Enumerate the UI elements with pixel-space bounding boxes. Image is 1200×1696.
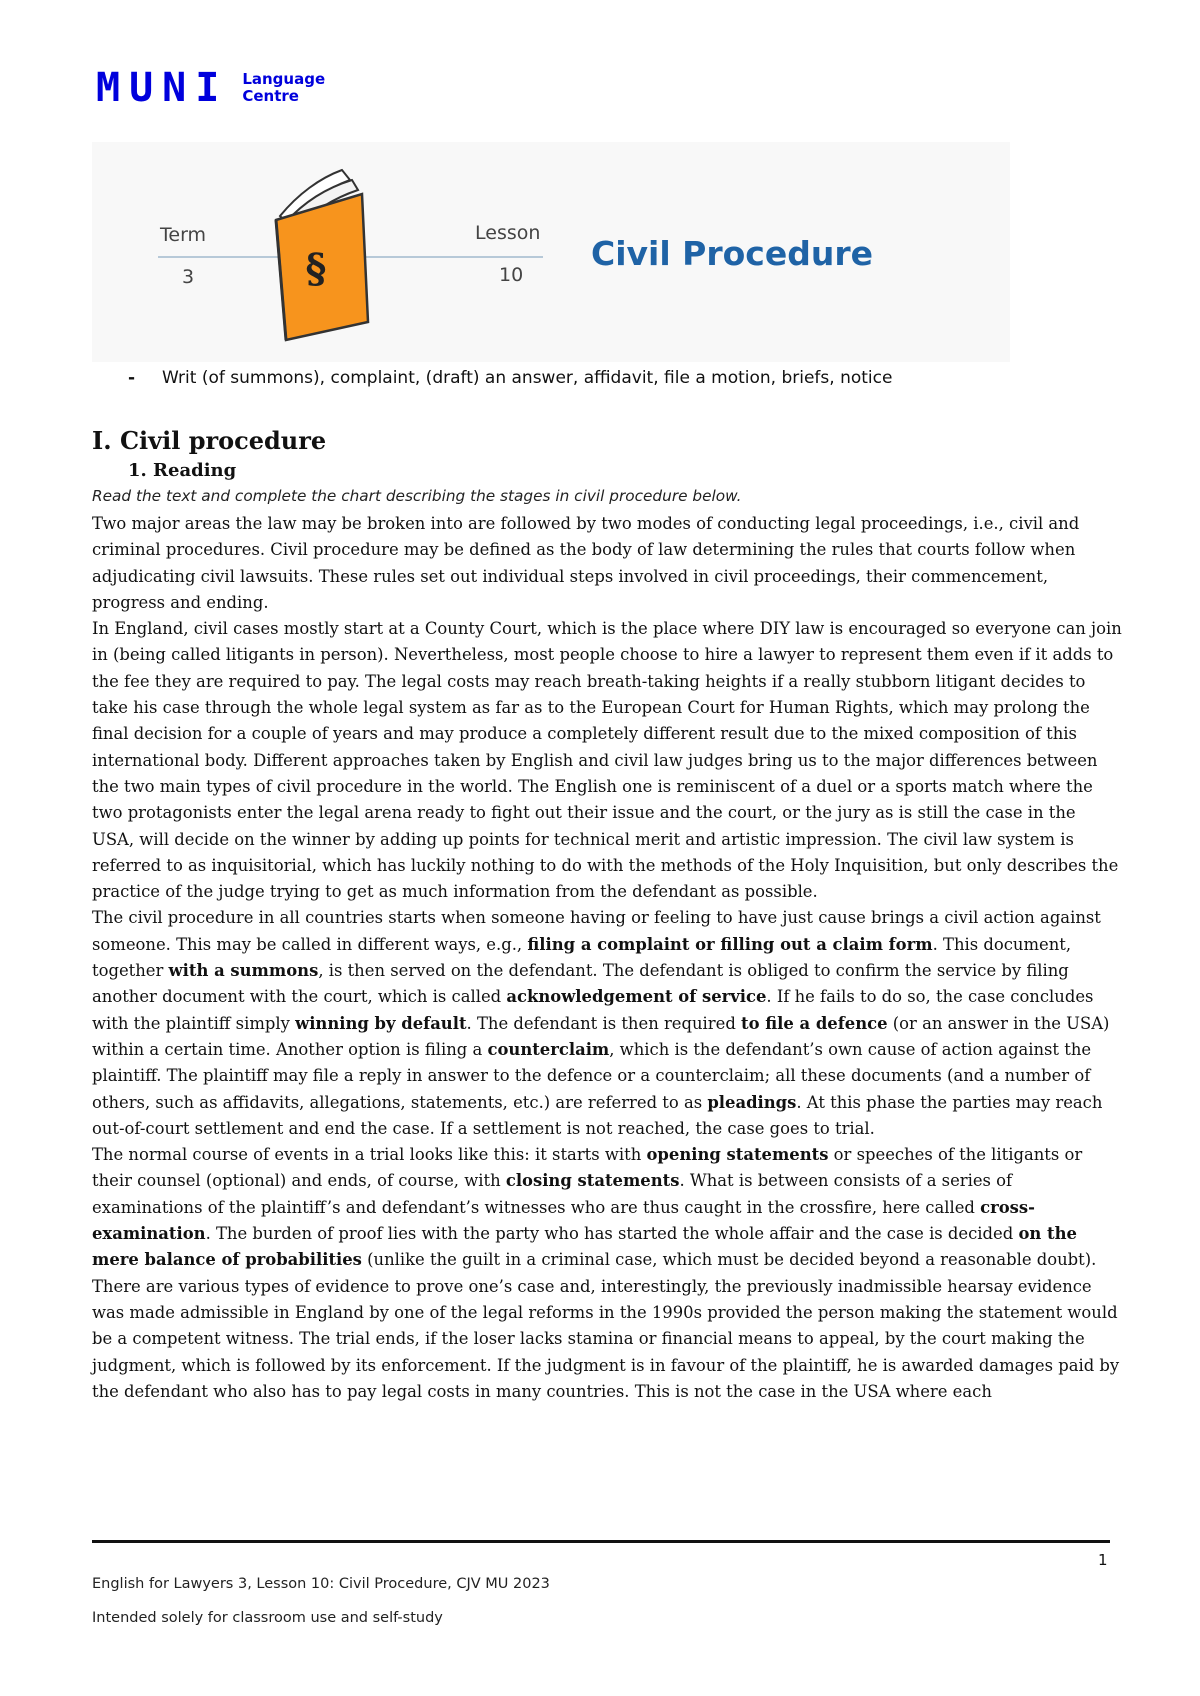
paragraph-2: In England, civil cases mostly start at a County Court, which is the place where DIY law is encouraged so everyone can join in (being called litigants in person). Nevertheless, most people choose to hire a lawyer to represent them even if it adds to the fee they are required to pay. The legal costs may reach breath-taking heights if a really stubborn litigant decides to take his case through the whole legal system as far as to the European Court for Human Rights, which may prolong the final decision for a couple of years and may produce a completely different result due to the mixed composition of this international body. Different approaches taken by English and civil law judges bring us to the major differences between the two main types of civil procedure in the world. The English one is reminiscent of a duel or a sports match where the two protagonists enter the legal arena ready to fight out their issue and the court, or the jury as is still the case in the USA, will decide on the winner by adding up points for technical merit and artistic impression. The civil law system is referred to as inquisitorial, which has luckily nothing to do with the methods of the Holy Inquisition, but only describes the practice of the judge trying to get as much information from the defendant as possible. bbox=[92, 619, 1122, 902]
key-term: closing statements bbox=[505, 1171, 680, 1191]
key-term: pleadings bbox=[707, 1092, 797, 1112]
reading-text bbox=[92, 511, 1122, 1405]
lesson-title: Civil Procedure bbox=[591, 234, 873, 273]
page-number: 1 bbox=[1098, 1551, 1108, 1569]
key-term: opening statements bbox=[646, 1145, 829, 1165]
key-term: acknowledgement of service bbox=[506, 987, 767, 1007]
text-run: . The burden of proof lies with the party who has started the whole affair and the case is decided bbox=[205, 1224, 1019, 1244]
key-term: with a summons bbox=[168, 961, 319, 981]
lesson-label: Lesson bbox=[475, 222, 541, 244]
text-run: . At this phase the parties may reach out-of-court settlement and end the case. If a settlement is not reached, the case goes to trial. bbox=[92, 1092, 1103, 1138]
muni-language-centre-logo bbox=[96, 65, 326, 111]
text-run: The normal course of events in a trial looks like this: it starts with bbox=[92, 1145, 647, 1165]
reading-instruction: Read the text and complete the chart describing the stages in civil procedure below. bbox=[92, 487, 742, 505]
text-run: The civil procedure in all countries starts when someone having or feeling to have just cause brings a civil action against someone. This may be called in different ways, e.g., bbox=[92, 908, 1101, 954]
text-run: . This document, together bbox=[92, 934, 1072, 981]
key-term: cross-examination bbox=[92, 1197, 1035, 1244]
key-term: filing a complaint or filling out a claim form bbox=[527, 934, 933, 954]
logo-subtitle-line1: Language bbox=[242, 70, 326, 88]
key-term: counterclaim bbox=[487, 1039, 610, 1059]
law-book-icon bbox=[268, 164, 378, 342]
lesson-value: 10 bbox=[499, 264, 524, 286]
text-run: . If he fails to do so, the case concludes with the plaintiff simply bbox=[92, 987, 1094, 1033]
term-value: 3 bbox=[182, 266, 195, 288]
footer-usage-note: Intended solely for classroom use and self-study bbox=[92, 1610, 443, 1626]
key-term: winning by default bbox=[295, 1013, 467, 1033]
vocabulary-text: Writ (of summons), complaint, (draft) an answer, affidavit, file a motion, briefs, notice bbox=[162, 368, 893, 388]
text-run: (or an answer in the USA) within a certain time. Another option is filing a bbox=[92, 1013, 1110, 1059]
text-run: . What is between consists of a series of examinations of the plaintiff’s and defendant’s witnesses who are thus caught in the crossfire, here called bbox=[92, 1171, 1013, 1217]
logo-subtitle bbox=[242, 71, 325, 105]
footer-rule bbox=[92, 1540, 1110, 1543]
section-heading: I. Civil procedure bbox=[92, 426, 327, 455]
bullet-dash: - bbox=[128, 368, 136, 388]
footer-course-line: English for Lawyers 3, Lesson 10: Civil Procedure, CJV MU 2023 bbox=[92, 1576, 550, 1592]
logo-subtitle-line2: Centre bbox=[242, 87, 299, 105]
vocabulary-bullet bbox=[128, 368, 892, 388]
term-label: Term bbox=[160, 224, 207, 246]
text-run: , which is the defendant’s own cause of action against the plaintiff. The plaintiff may file a reply in answer to the defence or a counterclaim; all these documents (and a number of others, such as affidavits, allegations, statements, etc.) are referred to as bbox=[92, 1039, 1092, 1112]
lesson-banner bbox=[92, 142, 1010, 362]
paragraph-4 bbox=[92, 1142, 1122, 1405]
text-run: , is then served on the defendant. The defendant is obliged to confirm the service by filing another document with the court, which is called bbox=[92, 961, 1069, 1007]
key-term: to file a defence bbox=[741, 1013, 888, 1033]
paragraph-symbol: § bbox=[305, 245, 327, 292]
text-run: (unlike the guilt in a criminal case, which must be decided beyond a reasonable doubt). There are various types of evidence to prove one’s case and, interestingly, the previously inadmissible hearsay evidence was made admissible in England by one of the legal reforms in the 1990s provided the person making the statement would be a competent witness. The trial ends, if the loser lacks stamina or financial means to appeal, by the court making the judgment, which is followed by its enforcement. If the judgment is in favour of the plaintiff, he is awarded damages paid by the defendant who also has to pay legal costs in many countries. This is not the case in the USA where each bbox=[92, 1250, 1120, 1401]
key-term: on the mere balance of probabilities bbox=[92, 1224, 1077, 1270]
paragraph-1: Two major areas the law may be broken into are followed by two modes of conducting legal proceedings, i.e., civil and criminal procedures. Civil procedure may be defined as the body of law determining the rules that courts follow when adjudicating civil lawsuits. These rules set out individual steps involved in civil proceedings, their commencement, progress and ending. bbox=[92, 514, 1080, 612]
logo-muni-wordmark: MUNI bbox=[96, 65, 229, 111]
text-run: or speeches of the litigants or their counsel (optional) and ends, of course, with bbox=[92, 1145, 1083, 1191]
subsection-heading: 1. Reading bbox=[128, 460, 237, 481]
text-run: . The defendant is then required bbox=[466, 1013, 742, 1033]
paragraph-3 bbox=[92, 905, 1122, 1142]
